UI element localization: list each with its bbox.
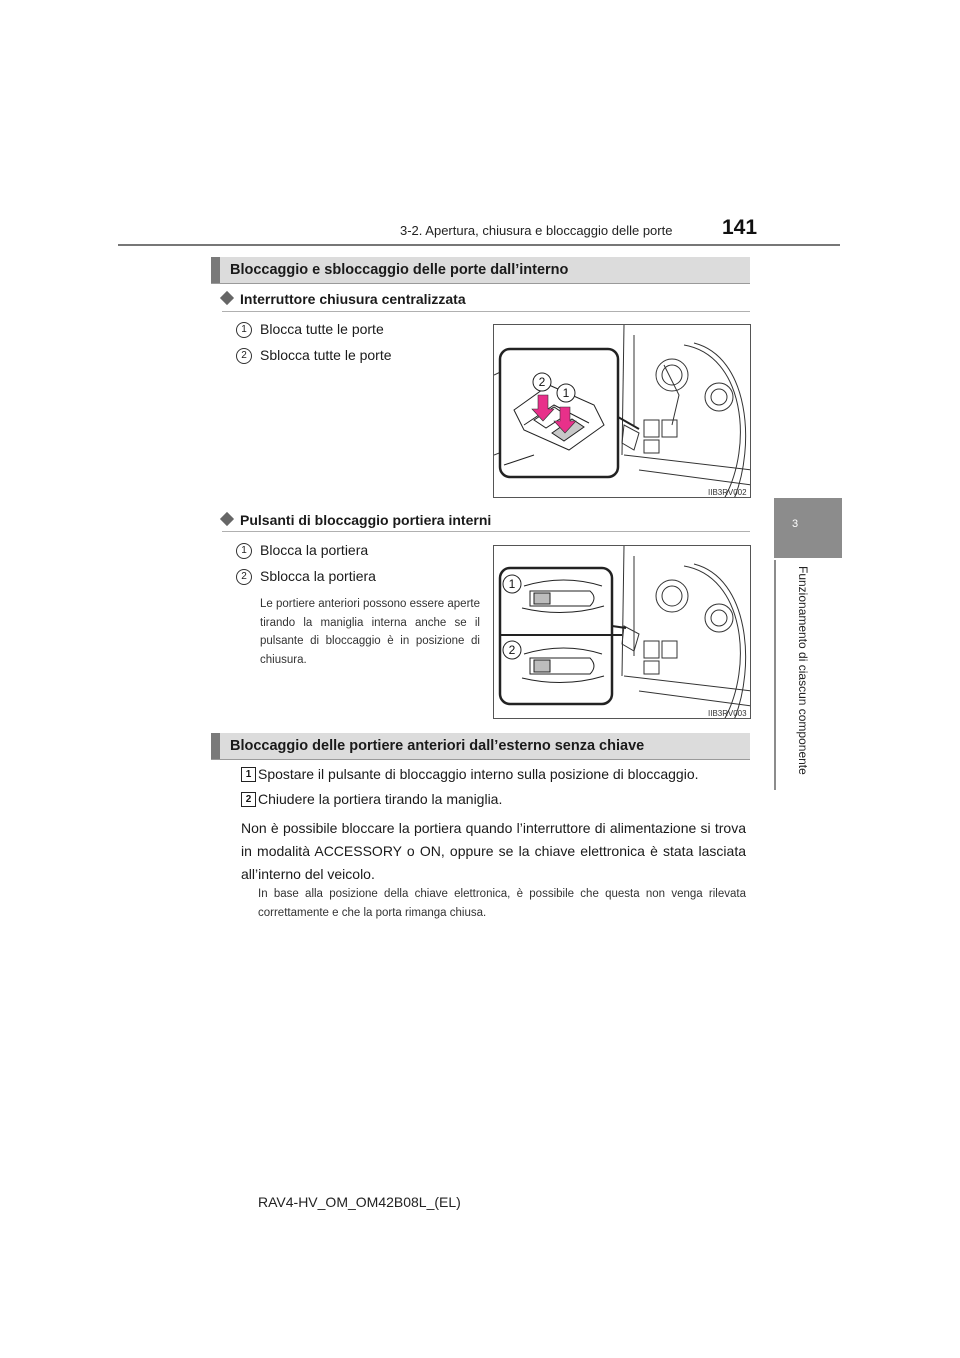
chapter-title-vertical: Funzionamento di ciascun componente bbox=[796, 566, 810, 775]
boxed-step-number-icon: 1 bbox=[241, 767, 256, 782]
body-paragraph: Non è possibile bloccare la portiera quando l’interruttore di alimentazione si trova in modalità ACCESSORY o ON, oppure se la chiave elettronica è stata lasciata all’interno del veicolo. bbox=[241, 820, 746, 882]
figure-callout-2: 2 bbox=[538, 375, 546, 389]
circled-number-icon: 1 bbox=[236, 322, 252, 338]
list-item: Blocca la portiera bbox=[260, 542, 369, 558]
chapter-tab-rule bbox=[774, 560, 776, 790]
figure-callout-1: 1 bbox=[508, 577, 516, 591]
subsection-rule bbox=[222, 311, 750, 312]
boxed-step-number-icon: 2 bbox=[241, 792, 256, 807]
chapter-tab-number: 3 bbox=[791, 518, 799, 530]
chapter-tab bbox=[774, 498, 842, 558]
figure-door-lock-buttons bbox=[493, 545, 751, 719]
list-item: Sblocca la portiera bbox=[260, 568, 376, 584]
list-item: Sblocca tutte le porte bbox=[260, 347, 392, 363]
circled-number-icon: 2 bbox=[236, 348, 252, 364]
subsection-heading bbox=[222, 512, 491, 528]
diamond-bullet-icon bbox=[220, 512, 234, 526]
subsection-title: Pulsanti di bloccaggio portiera interni bbox=[240, 512, 492, 528]
circled-number-icon: 1 bbox=[236, 543, 252, 559]
step-text: Chiudere la portiera tirando la maniglia. bbox=[258, 791, 503, 807]
section-rule bbox=[211, 759, 750, 760]
diamond-bullet-icon bbox=[220, 291, 234, 305]
section-heading-title: Bloccaggio delle portiere anteriori dall’esterno senza chiave bbox=[230, 738, 645, 754]
header-rule bbox=[118, 244, 840, 246]
figure-door-lock-illustration bbox=[494, 546, 751, 719]
figure-callout-1: 1 bbox=[562, 386, 570, 400]
note-text: In base alla posizione della chiave elettronica, è possibile che questa non venga rilevata correttamente e che la porta rimanga chiusa. bbox=[258, 888, 746, 919]
section-heading-bar bbox=[211, 257, 750, 283]
header-section-title: 3-2. Apertura, chiusura e bloccaggio delle porte bbox=[400, 223, 673, 238]
document-code: RAV4-HV_OM_OM42B08L_(EL) bbox=[258, 1194, 461, 1210]
subsection-title: Interruttore chiusura centralizzata bbox=[240, 291, 466, 307]
subsection-rule bbox=[222, 531, 750, 532]
figure-callout-2: 2 bbox=[508, 643, 516, 657]
subsection-heading bbox=[222, 291, 466, 307]
figure-code: IIB3RV003 bbox=[708, 709, 747, 718]
figure-central-lock-switch bbox=[493, 324, 751, 498]
section-heading-bar bbox=[211, 733, 750, 759]
note-text: Le portiere anteriori possono essere aperte tirando la maniglia interna anche se il pulsante di bloccaggio è in posizione di chiusura. bbox=[260, 598, 480, 666]
figure-central-lock-illustration bbox=[494, 325, 751, 498]
step-text: Spostare il pulsante di bloccaggio interno sulla posizione di bloccaggio. bbox=[258, 766, 699, 782]
section-heading-title: Bloccaggio e sbloccaggio delle porte dall’interno bbox=[230, 262, 569, 278]
list-item: Blocca tutte le porte bbox=[260, 321, 384, 337]
figure-code: IIB3RV002 bbox=[708, 488, 747, 497]
circled-number-icon: 2 bbox=[236, 569, 252, 585]
section-rule bbox=[211, 283, 750, 284]
page-number: 141 bbox=[722, 216, 758, 239]
